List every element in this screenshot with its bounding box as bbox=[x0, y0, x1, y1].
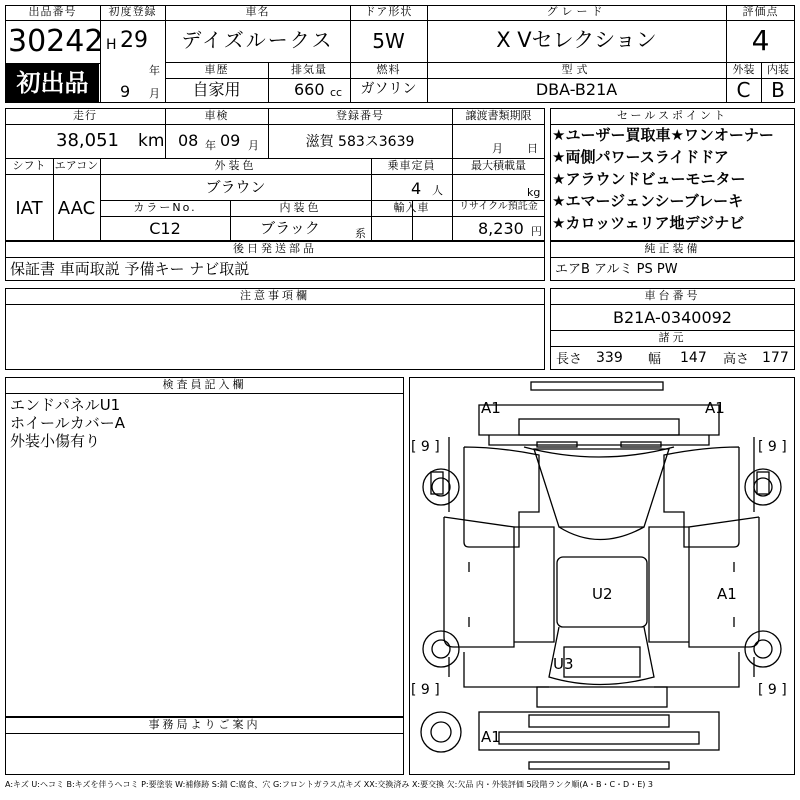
inspection-year: 08 bbox=[178, 131, 199, 150]
history-label: 車歴 bbox=[204, 63, 229, 76]
damage-mark: U2 bbox=[592, 585, 613, 603]
grade-label: グレード bbox=[546, 5, 607, 18]
damage-mark: A1 bbox=[705, 399, 725, 417]
score-value: 4 bbox=[751, 24, 770, 57]
int-grade: B bbox=[771, 78, 785, 102]
ext-color-value: ブラウン bbox=[205, 178, 266, 196]
ext-color-label: 外装色 bbox=[214, 159, 257, 172]
displacement-label: 排気量 bbox=[291, 63, 327, 76]
capacity-label: 乗車定員 bbox=[387, 159, 436, 172]
first-listing-badge: 初出品 bbox=[6, 64, 99, 102]
capacity-unit: 人 bbox=[432, 184, 443, 197]
model-value: DBA-B21A bbox=[535, 80, 618, 99]
registration-value: 滋賀 583ス3639 bbox=[305, 134, 415, 150]
standard-equip-label: 純正装備 bbox=[644, 242, 701, 255]
model-label: 型式 bbox=[561, 63, 592, 76]
sales-point-item: ★両側パワースライドドア bbox=[552, 148, 729, 166]
displacement-unit: cc bbox=[330, 86, 343, 99]
int-color-suffix: 系 bbox=[355, 227, 366, 240]
int-color-label: 内装色 bbox=[279, 201, 322, 214]
first-reg-label: 初度登録 bbox=[108, 5, 157, 18]
aircon-value: AAC bbox=[57, 198, 96, 219]
score-label: 評価点 bbox=[742, 5, 779, 18]
mileage-label: 走行 bbox=[73, 109, 97, 122]
sales-point-item: ★ユーザー買取車★ワンオーナー bbox=[552, 126, 774, 144]
chassis-label: 車台番号 bbox=[644, 289, 701, 302]
sales-points-list bbox=[552, 128, 774, 238]
notes-label: 注意事項欄 bbox=[240, 289, 310, 302]
int-label: 内装 bbox=[767, 63, 789, 76]
door-value: 5W bbox=[372, 29, 405, 53]
damage-mark: U3 bbox=[553, 655, 574, 673]
tire-depth-mark: [ 9 ] bbox=[411, 439, 440, 455]
max-load-label: 最大積載量 bbox=[471, 159, 526, 172]
inspection-year-unit: 年 bbox=[205, 139, 216, 152]
color-no-value: C12 bbox=[149, 219, 181, 238]
height-value: 177 bbox=[762, 350, 789, 366]
damage-mark: A1 bbox=[717, 585, 737, 603]
mileage-unit: km bbox=[138, 131, 165, 151]
recycle-unit: 円 bbox=[531, 225, 542, 238]
height-label: 高さ bbox=[723, 352, 750, 367]
aircon-label: エアコン bbox=[54, 159, 99, 172]
grade-value: X Vセレクション bbox=[496, 28, 657, 52]
fuel-label: 燃料 bbox=[376, 63, 401, 76]
shift-label: シフト bbox=[12, 159, 46, 172]
max-load-unit: kg bbox=[527, 186, 541, 199]
length-value: 339 bbox=[596, 350, 623, 366]
tire-depth-mark: [ 9 ] bbox=[411, 682, 440, 698]
history-value: 自家用 bbox=[192, 80, 241, 99]
first-reg-year: 29 bbox=[120, 28, 148, 53]
displacement-value: 660 bbox=[294, 80, 325, 99]
later-parts-value: 保証書 車両取説 予備キー ナビ取説 bbox=[10, 260, 250, 278]
lot-number: 30242 bbox=[8, 24, 104, 59]
later-parts-label: 後日発送部品 bbox=[233, 242, 317, 255]
shift-value: IAT bbox=[15, 198, 43, 219]
inspector-line: ホイールカバーA bbox=[10, 414, 125, 432]
standard-equip-value: エアB アルミ PS PW bbox=[555, 262, 678, 277]
car-name: デイズルークス bbox=[181, 28, 334, 52]
inspector-line: 外装小傷有り bbox=[10, 432, 101, 450]
damage-mark: A1 bbox=[481, 728, 501, 746]
first-reg-month-unit: 月 bbox=[149, 87, 160, 100]
length-label: 長さ bbox=[556, 352, 583, 367]
inspection-month: 09 bbox=[220, 131, 241, 150]
recycle-label: リサイクル預託金 bbox=[459, 201, 538, 212]
legend-text: A:キズ U:ヘコミ B:キズを伴うヘコミ P:要塗装 W:補修跡 S:錆 C:腐食、穴 G:フロントガラス点キズ XX:交換済み X:要交換 欠:欠品 内・外装評価 5段階ランク順(A・B・C・D・E) 3 bbox=[5, 780, 654, 789]
registration-label: 登録番号 bbox=[336, 109, 384, 122]
door-label: ドア形状 bbox=[364, 5, 413, 18]
sales-point-item: ★アラウンドビューモニター bbox=[552, 170, 746, 188]
ext-grade: C bbox=[736, 78, 751, 102]
inspector-line: エンドパネルU1 bbox=[10, 396, 121, 414]
tire-depth-mark: [ 9 ] bbox=[758, 439, 787, 455]
color-no-label: カラーNo. bbox=[133, 201, 197, 214]
car-diagram bbox=[409, 377, 795, 775]
car-name-label: 車名 bbox=[245, 5, 270, 18]
transfer-deadline-label: 譲渡書類期限 bbox=[465, 109, 532, 122]
chassis-value: B21A-0340092 bbox=[613, 308, 732, 327]
capacity-value: 4 bbox=[411, 179, 422, 198]
fuel-value: ガソリン bbox=[360, 81, 417, 97]
transfer-deadline-day-unit: 日 bbox=[527, 142, 538, 155]
tire-depth-mark: [ 9 ] bbox=[758, 682, 787, 698]
transfer-deadline-month-unit: 月 bbox=[492, 142, 503, 155]
recycle-value: 8,230 bbox=[478, 219, 524, 238]
first-reg-month: 9 bbox=[120, 82, 131, 101]
sales-points-label: セールスポイント bbox=[616, 109, 728, 122]
dims-label: 諸元 bbox=[658, 331, 687, 344]
int-color-value: ブラック bbox=[260, 219, 320, 237]
inspection-label: 車検 bbox=[204, 109, 229, 122]
damage-mark: A1 bbox=[481, 399, 501, 417]
width-value: 147 bbox=[680, 350, 707, 366]
inspection-month-unit: 月 bbox=[248, 139, 259, 152]
lot-label: 出品番号 bbox=[28, 5, 77, 18]
inspector-label: 検査員記入欄 bbox=[162, 378, 247, 391]
first-reg-year-unit: 年 bbox=[149, 64, 160, 77]
width-label: 幅 bbox=[648, 352, 662, 367]
mileage-value: 38,051 bbox=[56, 130, 119, 151]
office-label: 事務局よりご案内 bbox=[148, 718, 261, 731]
sales-point-item: ★カロッツェリア地デジナビ bbox=[552, 214, 745, 232]
first-reg-era: H bbox=[106, 37, 117, 53]
sales-point-item: ★エマージェンシーブレーキ bbox=[552, 192, 744, 210]
import-label: 輸入車 bbox=[393, 201, 430, 214]
ext-label: 外装 bbox=[732, 63, 755, 76]
